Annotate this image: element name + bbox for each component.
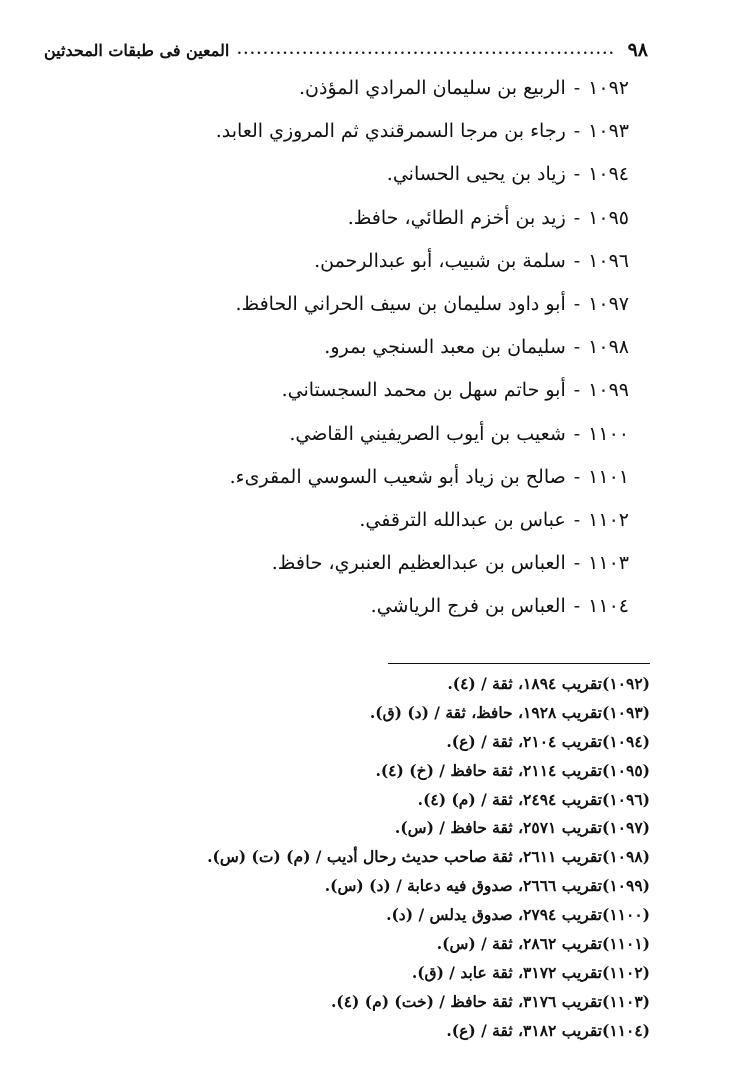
entry-separator: - — [573, 120, 581, 143]
entry-separator: - — [573, 465, 581, 488]
entry-number: ١١٠٠ — [588, 422, 629, 445]
narrator-list — [69, 67, 629, 628]
entry-separator: - — [573, 163, 581, 186]
list-item — [69, 67, 629, 110]
entry-text: سليمان بن معبد السنجي بمرو. — [324, 336, 566, 359]
entry-number: ١١٠١ — [588, 465, 629, 488]
entry-text: سلمة بن شبيب، أبو عبدالرحمن. — [314, 249, 566, 272]
list-item — [69, 369, 629, 412]
entry-text: العباس بن فرج الرياشي. — [370, 595, 566, 618]
entry-number: ١٠٩٤ — [588, 163, 629, 186]
entry-separator: - — [573, 552, 581, 575]
footnote: (١١٠٣)تقريب ٣١٧٦، ثقة حافظ / (خت) (م) (٤). — [330, 991, 650, 1011]
footnote: (١١٠٤)تقريب ٣١٨٢، ثقة / (ع). — [446, 1020, 650, 1040]
entry-number: ١١٠٢ — [588, 508, 629, 531]
entry-text: الربيع بن سليمان المرادي المؤذن. — [299, 77, 566, 99]
list-item — [69, 456, 629, 499]
entry-separator: - — [573, 206, 581, 229]
entry-text: زيد بن أخزم الطائي، حافظ. — [347, 206, 566, 229]
entry-text: رجاء بن مرجا السمرقندي ثم المروزي العابد. — [215, 120, 566, 143]
entry-number: ١٠٩٨ — [588, 336, 629, 359]
entry-text: العباس بن عبدالعظيم العنبري، حافظ. — [271, 552, 566, 575]
entry-number: ١٠٩٣ — [588, 120, 629, 143]
list-item — [69, 326, 629, 369]
entry-separator: - — [573, 249, 581, 272]
entry-number: ١١٠٣ — [588, 552, 629, 575]
entry-number: ١١٠٤ — [588, 595, 629, 618]
entry-separator: - — [573, 292, 581, 315]
list-item — [69, 585, 629, 628]
footnotes-list — [50, 670, 650, 1046]
entry-text: أبو حاتم سهل بن محمد السجستاني. — [281, 379, 566, 402]
list-item — [69, 542, 629, 585]
footnote: (١٠٩٢)تقريب ١٨٩٤، ثقة / (٤). — [447, 674, 650, 693]
entry-text: أبو داود سليمان بن سيف الحراني الحافظ. — [235, 292, 566, 315]
header-leader-dots — [235, 43, 615, 58]
entry-text: صالح بن زياد أبو شعيب السوسي المقرىء. — [229, 465, 566, 488]
entry-number: ١٠٩٧ — [588, 292, 629, 315]
entry-number: ١٠٩٦ — [588, 249, 629, 272]
entry-separator: - — [573, 77, 581, 99]
entry-separator: - — [573, 595, 581, 618]
entry-separator: - — [573, 336, 581, 359]
list-item — [69, 110, 629, 153]
list-item — [69, 153, 629, 196]
entry-separator: - — [573, 508, 581, 531]
entry-text: زياد بن يحيى الحساني. — [386, 163, 566, 186]
footnote: (١٠٩٨)تقريب ٢٦١١، ثقة صاحب حديث رحال أديب / (م) (ت) (س). — [207, 847, 650, 867]
page-number: ٩٨ — [627, 39, 648, 61]
list-item — [69, 413, 629, 456]
footnote: (١٠٩٤)تقريب ٢١٠٤، ثقة / (ع). — [446, 731, 650, 751]
footnote: (١١٠٢)تقريب ٣١٧٢، ثقة عابد / (ق). — [411, 962, 650, 982]
entry-text: شعيب بن أيوب الصريفيني القاضي. — [289, 422, 566, 445]
list-item — [69, 283, 629, 326]
list-item — [69, 240, 629, 283]
list-item — [69, 499, 629, 542]
entry-number: ١٠٩٥ — [588, 206, 629, 229]
entry-number: ١٠٩٢ — [588, 77, 629, 99]
footnote-divider — [388, 663, 650, 664]
entry-separator: - — [573, 379, 581, 402]
list-item — [69, 197, 629, 240]
footnote: (١١٠٠)تقريب ٢٧٩٤، صدوق يدلس / (د). — [386, 905, 650, 925]
entry-separator: - — [573, 422, 581, 445]
footnote: (١١٠١)تقريب ٢٨٦٢، ثقة / (س). — [436, 934, 650, 954]
footnote: (١٠٩٩)تقريب ٢٦٦٦، صدوق فيه دعابة / (د) (س). — [324, 876, 650, 896]
entry-text: عباس بن عبدالله الترقفي. — [359, 508, 566, 531]
entry-number: ١٠٩٩ — [588, 379, 629, 402]
footnote: (١٠٩٥)تقريب ٢١١٤، ثقة حافظ / (خ) (٤). — [375, 760, 650, 780]
book-title: المعين فى طبقات المحدثين — [44, 40, 230, 60]
running-header — [44, 36, 648, 64]
footnote: (١٠٩٧)تقريب ٢٥٧١، ثقة حافظ / (س). — [394, 818, 650, 838]
footnote: (١٠٩٦)تقريب ٢٤٩٤، ثقة / (م) (٤). — [417, 789, 650, 809]
footnote: (١٠٩٣)تقريب ١٩٢٨، حافظ، ثقة / (د) (ق). — [369, 702, 650, 722]
